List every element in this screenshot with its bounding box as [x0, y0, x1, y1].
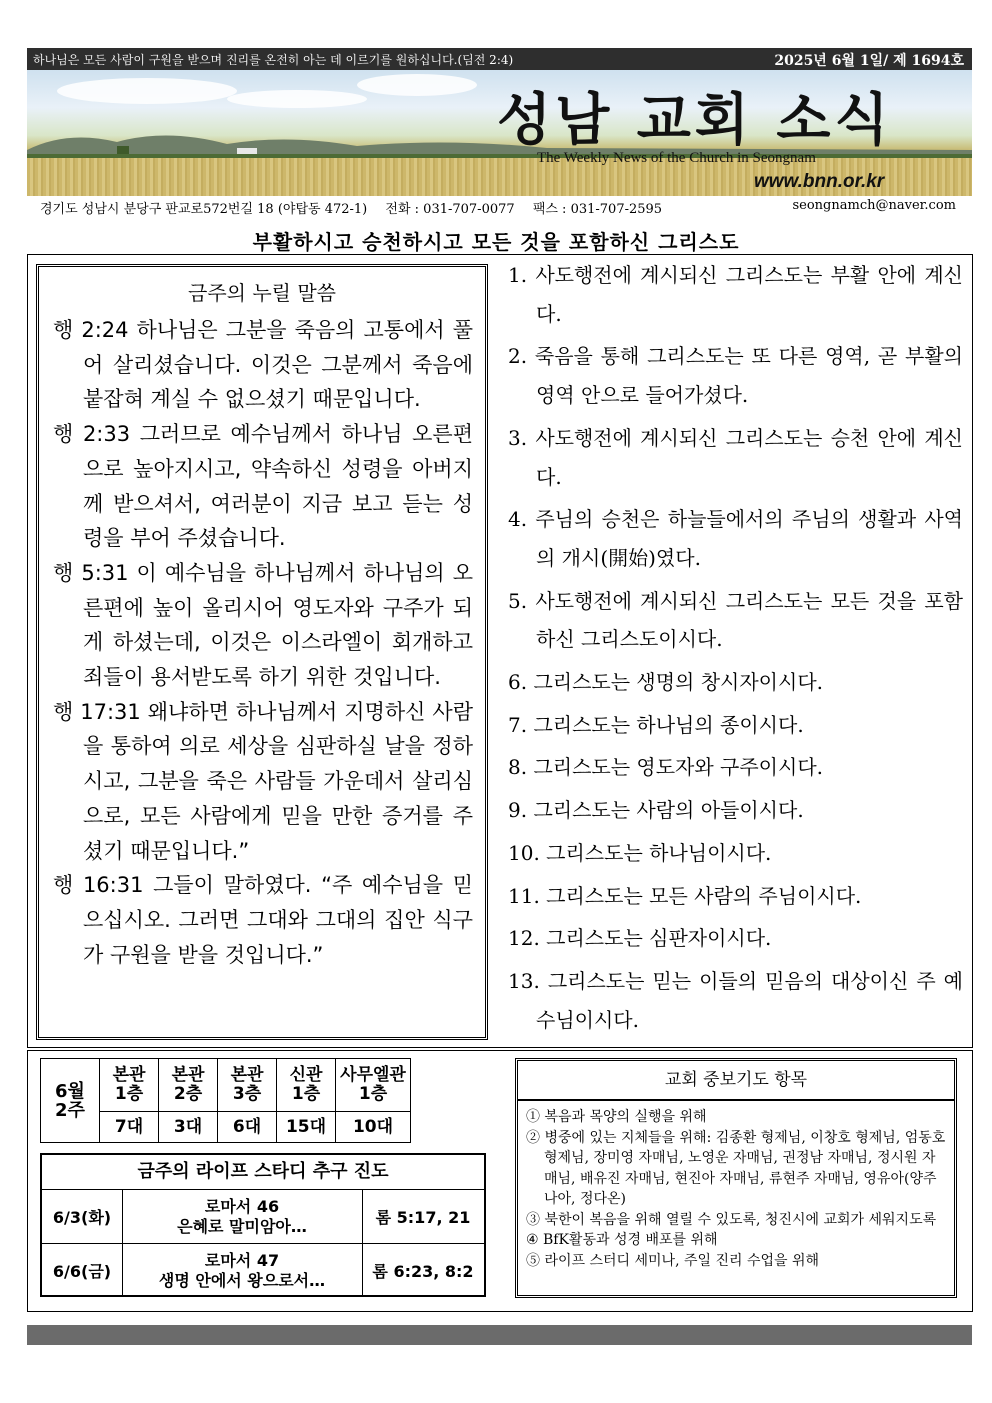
address-line: [40, 198, 970, 217]
outline-point: 1. 사도행전에 계시되신 그리스도는 부활 안에 계신다.: [508, 263, 963, 326]
week-label: 6월 2주: [41, 1059, 100, 1143]
verse-item: 행 2:24 하나님은 그분을 죽음의 고통에서 풀어 살리셨습니다. 이것은 그분께서 죽음에 붙잡혀 계실 수 없으셨기 때문입니다.: [53, 318, 473, 412]
hall-count: 3대: [159, 1112, 218, 1143]
life-study-row: [42, 1190, 484, 1243]
prayer-list: [518, 1101, 954, 1271]
outline-point: 10. 그리스도는 하나님이시다.: [508, 840, 772, 865]
hall-header: 본관 1층: [100, 1059, 159, 1112]
weekly-verses-title: 금주의 누릴 말씀: [188, 281, 336, 305]
outline-point: 11. 그리스도는 모든 사람의 주님이시다.: [508, 883, 862, 908]
outline-point: 3. 사도행전에 계시되신 그리스도는 승천 안에 계신다.: [508, 425, 963, 489]
outline-point: 12. 그리스도는 심판자이시다.: [508, 926, 772, 951]
hall-header: 본관 3층: [218, 1059, 277, 1112]
study-book: 로마서 47: [204, 1250, 280, 1270]
outline-point: 6. 그리스도는 생명의 창시자이시다.: [508, 670, 823, 695]
hall-header: 사무엘관 1층: [336, 1059, 411, 1112]
prayer-item: ② 병중에 있는 지체들을 위해: 김종환 형제님, 이창호 형제님, 엄동호 형제님, 장미영 자매님, 노영운 자매님, 권정남 자매님, 정시원 자매님, 배유진 자매님, 현진아 자매님, 류현주 자매님, 영유아(양주나아, 정다온): [526, 1129, 946, 1207]
outline-point: 9. 그리스도는 사람의 아들이시다.: [508, 798, 804, 823]
outline-point: 13. 그리스도는 믿는 이들의 믿음의 대상이신 주 예수님이시다.: [508, 968, 963, 1032]
hall-count: 6대: [218, 1112, 277, 1143]
verse-item: 행 5:31 이 예수님을 하나님께서 하나님의 오른편에 높이 올리시어 영도자와 구주가 되게 하셨는데, 이것은 이스라엘이 회개하고 죄들이 용서받도록 하기 위한 것입니다.: [53, 560, 473, 690]
verse-item: 행 16:31 그들이 말하였다. “주 예수님을 믿으십시오. 그러면 그대와 그대의 집안 식구가 구원을 받을 것입니다.”: [53, 873, 473, 967]
verse-list: [53, 313, 473, 972]
outline-point: 7. 그리스도는 하나님의 종이시다.: [508, 712, 804, 737]
issue-date: 2025년 6월 1일/ 제 1694호: [774, 53, 964, 69]
life-study-box: [40, 1153, 486, 1297]
study-book: 로마서 46: [204, 1196, 280, 1216]
outline-point: 8. 그리스도는 영도자와 구주이시다.: [508, 755, 823, 780]
study-lesson: [122, 1244, 363, 1297]
prayer-item: ④ BfK활동과 성경 배포를 위해: [526, 1232, 718, 1248]
outline-point: 5. 사도행전에 계시되신 그리스도는 모든 것을 포함하신 그리스도이시다.: [508, 588, 963, 652]
outline-points: [508, 256, 963, 1043]
study-date: 6/3(화): [42, 1190, 123, 1243]
church-address: 경기도 성남시 분당구 판교로572번길 18 (야탑동 472-1): [40, 202, 368, 217]
hall-count: 10대: [336, 1112, 411, 1143]
newsletter-subtitle: The Weekly News of the Church in Seongnam: [537, 150, 816, 166]
hall-count: 7대: [100, 1112, 159, 1143]
study-reference: 롬 6:23, 8:2: [372, 1262, 474, 1281]
prayer-item: ① 복음과 목양의 실행을 위해: [526, 1109, 707, 1125]
headline: 부활하시고 승천하시고 모든 것을 포함하신 그리스도: [252, 230, 740, 254]
hall-schedule-table: [40, 1058, 411, 1143]
hall-count: 15대: [277, 1112, 336, 1143]
study-topic: 생명 안에서 왕으로서…: [158, 1270, 326, 1290]
phone-number: 전화 : 031-707-0077: [385, 202, 515, 217]
prayer-title: 교회 중보기도 항목: [518, 1061, 954, 1101]
website-link[interactable]: www.bnn.or.kr: [754, 171, 885, 192]
outline-point: 4. 주님의 승천은 하늘들에서의 주님의 생활과 사역의 개시(開始)였다.: [508, 507, 963, 570]
header-banner: [27, 70, 972, 196]
email-link[interactable]: seongnamch@naver.com: [792, 198, 956, 213]
top-bar: [27, 48, 972, 70]
study-date: 6/6(금): [42, 1244, 123, 1297]
life-study-title: 금주의 라이프 스타디 추구 진도: [42, 1155, 484, 1190]
header-verse: 하나님은 모든 사람이 구원을 받으며 진리를 온전히 아는 데 이르기를 원하십니다.(딤전 2:4): [33, 53, 514, 67]
life-study-row: [42, 1243, 484, 1297]
fax-number: 팩스 : 031-707-2595: [532, 202, 663, 217]
prayer-item: ③ 북한이 복음을 위해 열릴 수 있도록, 청진시에 교회가 세워지도록: [526, 1211, 937, 1228]
verse-item: 행 2:33 그러므로 예수님께서 하나님 오른편으로 높아지시고, 약속하신 성령을 아버지께 받으셔서, 여러분이 지금 보고 듣는 성령을 부어 주셨습니다.: [53, 422, 473, 551]
study-topic: 은혜로 말미암아…: [177, 1216, 307, 1236]
prayer-box: [515, 1058, 957, 1298]
prayer-item: ⑤ 라이프 스터디 세미나, 주일 진리 수업을 위해: [526, 1252, 820, 1269]
study-lesson: [122, 1190, 363, 1243]
weekly-verses-box: [36, 264, 488, 1040]
footer-bar: [27, 1325, 972, 1345]
outline-point: 2. 죽음을 통해 그리스도는 또 다른 영역, 곧 부활의 영역 안으로 들어가셨다.: [508, 344, 963, 408]
newsletter-title: 성남 교회 소식: [497, 88, 893, 153]
study-reference: 롬 5:17, 21: [375, 1208, 471, 1227]
hall-header: 신관 1층: [277, 1059, 336, 1112]
verse-item: 행 17:31 왜냐하면 하나님께서 지명하신 사람을 통하여 의로 세상을 심판하실 날을 정하시고, 그분을 죽은 사람들 가운데서 살리심으로, 모든 사람에게 믿을 만한 증거를 주셨기 때문입니다.”: [53, 699, 473, 863]
hall-header: 본관 2층: [159, 1059, 218, 1112]
